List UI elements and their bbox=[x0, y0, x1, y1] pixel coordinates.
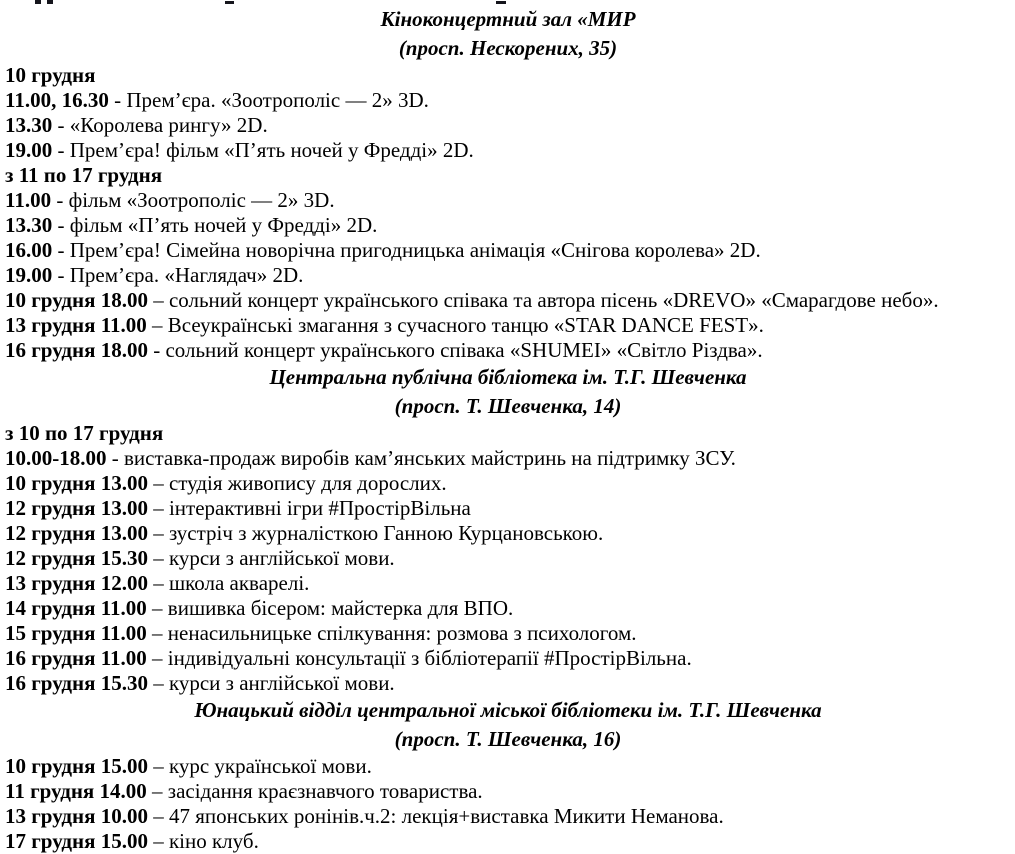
schedule-line bbox=[5, 621, 1011, 646]
schedule-description: – 47 японських ронінів.ч.2: лекція+виставка Микити Неманова. bbox=[147, 804, 724, 828]
schedule-date-time: 12 грудня 13.00 bbox=[5, 521, 148, 545]
schedule-line bbox=[5, 646, 1011, 671]
schedule-description: - сольний концерт українського співака «SHUMEI» «Світло Різдва». bbox=[147, 338, 763, 362]
venue-address: (просп. Т. Шевченка, 14) bbox=[394, 394, 622, 418]
schedule-date-time: 11.00, 16.30 bbox=[5, 88, 109, 112]
schedule-date-time: 16 грудня 15.30 bbox=[5, 671, 148, 695]
schedule-description: - Прем’єра! Сімейна новорічна пригодницька анімація «Снігова королева» 2D. bbox=[52, 238, 761, 262]
schedule-description: – зустріч з журналісткою Ганною Курцановською. bbox=[147, 521, 604, 545]
schedule-date-time: 10 грудня 13.00 bbox=[5, 471, 148, 495]
schedule-line bbox=[5, 63, 1011, 88]
schedule-date-time: 10.00-18.00 bbox=[5, 446, 107, 470]
venue-title: Юнацький відділ центральної міської бібліотеки ім. Т.Г. Шевченка bbox=[194, 698, 822, 722]
schedule-line bbox=[5, 288, 1011, 313]
schedule-description: – інтерактивні ігри #ПростірВільна bbox=[147, 496, 471, 520]
schedule-line bbox=[5, 571, 1011, 596]
schedule-line bbox=[5, 163, 1011, 188]
schedule-description: - «Королева рингу» 2D. bbox=[52, 113, 268, 137]
clipped-text-fragment bbox=[35, 0, 41, 4]
schedule-line bbox=[5, 546, 1011, 571]
schedule-line bbox=[5, 496, 1011, 521]
schedule-line bbox=[5, 596, 1011, 621]
schedule-line bbox=[5, 471, 1011, 496]
schedule-list bbox=[5, 63, 1011, 363]
schedule-line bbox=[5, 263, 1011, 288]
schedule-description: - фільм «П’ять ночей у Фредді» 2D. bbox=[52, 213, 378, 237]
schedule-description: – курси з англійської мови. bbox=[147, 546, 395, 570]
clipped-text-fragment bbox=[496, 1, 506, 4]
schedule-line bbox=[5, 521, 1011, 546]
venue-title: Кіноконцертний зал «МИР bbox=[380, 7, 636, 31]
schedule-line bbox=[5, 421, 1011, 446]
schedule-line bbox=[5, 754, 1011, 779]
schedule-line bbox=[5, 138, 1011, 163]
schedule-description: – Всеукраїнські змагання з сучасного танцю «STAR DANCE FEST». bbox=[146, 313, 764, 337]
schedule-date-time: 10 грудня 15.00 bbox=[5, 754, 148, 778]
schedule-line bbox=[5, 88, 1011, 113]
schedule-description: - Прем’єра. «Зоотрополіс — 2» 3D. bbox=[108, 88, 429, 112]
schedule-line bbox=[5, 188, 1011, 213]
venue-address: (просп. Нескорених, 35) bbox=[398, 36, 618, 60]
schedule-date-time: 12 грудня 15.30 bbox=[5, 546, 148, 570]
section-youth-library-branch bbox=[5, 696, 1011, 854]
schedule-description: – кіно клуб. bbox=[147, 829, 259, 853]
section-central-public-library bbox=[5, 363, 1011, 696]
schedule-date-time: 13.30 bbox=[5, 113, 53, 137]
schedule-date-time: 10 грудня 18.00 bbox=[5, 288, 148, 312]
schedule-description: - Прем’єра! фільм «П’ять ночей у Фредді» 2D. bbox=[52, 138, 474, 162]
venue-title: Центральна публічна бібліотека ім. Т.Г. Шевченка bbox=[269, 365, 747, 389]
schedule-line bbox=[5, 113, 1011, 138]
schedule-description: – курс української мови. bbox=[147, 754, 372, 778]
schedule-date-time: 13 грудня 11.00 bbox=[5, 313, 147, 337]
schedule-date-time: 12 грудня 13.00 bbox=[5, 496, 148, 520]
venue-address: (просп. Т. Шевченка, 16) bbox=[394, 727, 622, 751]
schedule-line bbox=[5, 238, 1011, 263]
schedule-description: – вишивка бісером: майстерка для ВПО. bbox=[146, 596, 514, 620]
schedule-date-time: 16 грудня 18.00 bbox=[5, 338, 148, 362]
schedule-description: - Прем’єра. «Наглядач» 2D. bbox=[52, 263, 304, 287]
schedule-description: – курси з англійської мови. bbox=[147, 671, 395, 695]
schedule-list bbox=[5, 754, 1011, 854]
schedule-list bbox=[5, 421, 1011, 696]
schedule-description: - виставка-продаж виробів кам’янських майстринь на підтримку ЗСУ. bbox=[106, 446, 736, 470]
schedule-line bbox=[5, 446, 1011, 471]
schedule-date-time: 11.00 bbox=[5, 188, 52, 212]
schedule-date-time: 13 грудня 10.00 bbox=[5, 804, 148, 828]
schedule-date-time: 13.30 bbox=[5, 213, 53, 237]
schedule-date-time: 17 грудня 15.00 bbox=[5, 829, 148, 853]
schedule-description: – студія живопису для дорослих. bbox=[147, 471, 447, 495]
schedule-date-time: 13 грудня 12.00 bbox=[5, 571, 148, 595]
schedule-date-time: 16.00 bbox=[5, 238, 53, 262]
section-cinema-hall-mir bbox=[5, 5, 1011, 363]
schedule-date-time: 19.00 bbox=[5, 138, 53, 162]
schedule-description: – сольний концерт українського співака та автора пісень «DREVO» «Смарагдове небо». bbox=[147, 288, 939, 312]
schedule-line bbox=[5, 313, 1011, 338]
clipped-text-fragment bbox=[47, 0, 53, 4]
schedule-date-time: 11 грудня 14.00 bbox=[5, 779, 147, 803]
schedule-line bbox=[5, 779, 1011, 804]
schedule-date-time: з 11 по 17 грудня bbox=[5, 163, 163, 187]
schedule-description: - фільм «Зоотрополіс — 2» 3D. bbox=[51, 188, 335, 212]
schedule-description: – індивідуальні консультації з бібліотерапії #ПростірВільна. bbox=[146, 646, 692, 670]
schedule-line bbox=[5, 338, 1011, 363]
schedule-line bbox=[5, 804, 1011, 829]
schedule-date-time: 14 грудня 11.00 bbox=[5, 596, 147, 620]
schedule-date-time: 16 грудня 11.00 bbox=[5, 646, 147, 670]
schedule-description: – школа акварелі. bbox=[147, 571, 310, 595]
schedule-line bbox=[5, 671, 1011, 696]
schedule-line bbox=[5, 829, 1011, 854]
schedule-date-time: з 10 по 17 грудня bbox=[5, 421, 164, 445]
schedule-description: – ненасильницьке спілкування: розмова з психологом. bbox=[146, 621, 637, 645]
clipped-text-fragment bbox=[225, 1, 234, 4]
schedule-description: – засідання краєзнавчого товариства. bbox=[146, 779, 483, 803]
schedule-date-time: 19.00 bbox=[5, 263, 53, 287]
schedule-date-time: 15 грудня 11.00 bbox=[5, 621, 147, 645]
schedule-line bbox=[5, 213, 1011, 238]
schedule-date-time: 10 грудня bbox=[5, 63, 96, 87]
